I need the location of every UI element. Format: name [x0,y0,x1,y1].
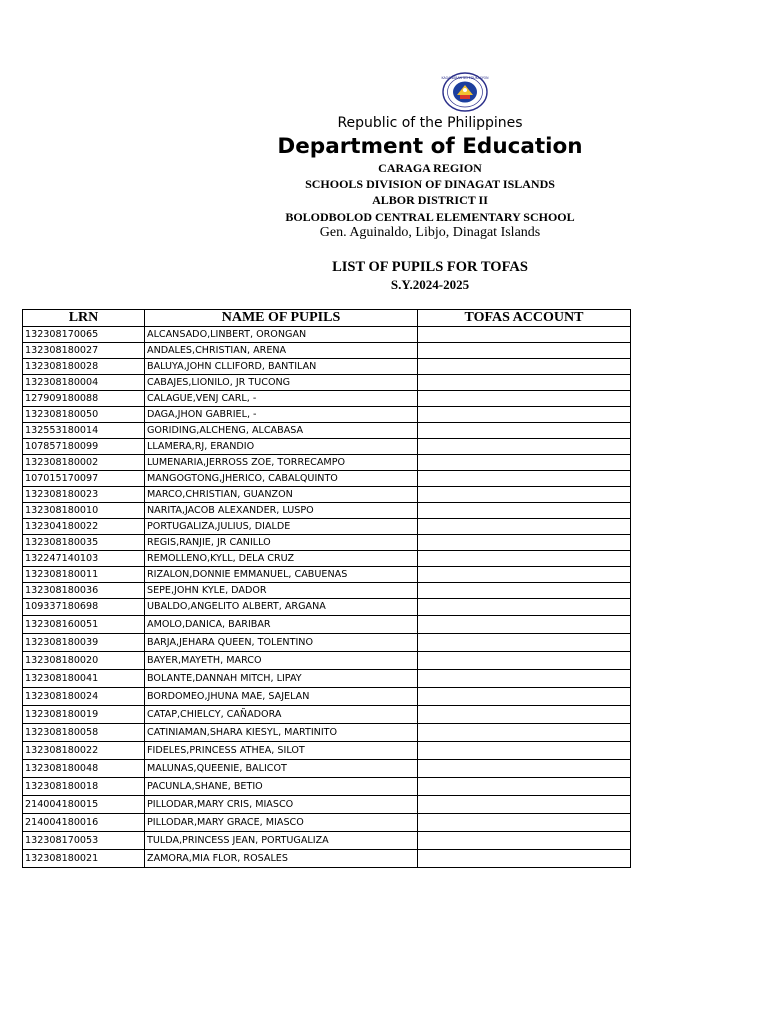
table-row [23,391,631,407]
name-cell: SEPE,JOHN KYLE, DADOR [145,583,418,599]
name-cell: ALCANSADO,LINBERT, ORONGAN [145,327,418,343]
lrn-cell: 132308180021 [23,850,145,868]
table-row [23,327,631,343]
tofas-account-cell [418,583,631,599]
lrn-cell: 132308180002 [23,455,145,471]
name-cell: ZAMORA,MIA FLOR, ROSALES [145,850,418,868]
tofas-account-cell [418,670,631,688]
name-cell: RIZALON,DONNIE EMMANUEL, CABUENAS [145,567,418,583]
tofas-account-cell [418,616,631,634]
department-title: Department of Education [277,134,583,159]
table-row [23,652,631,670]
name-cell: DAGA,JHON GABRIEL, - [145,407,418,423]
table-row [23,519,631,535]
name-cell: BORDOMEO,JHUNA MAE, SAJELAN [145,688,418,706]
table-row [23,455,631,471]
name-cell: GORIDING,ALCHENG, ALCABASA [145,423,418,439]
table-row [23,706,631,724]
name-cell: CABAJES,LIONILO, JR TUCONG [145,375,418,391]
lrn-cell: 214004180016 [23,814,145,832]
tofas-account-cell [418,455,631,471]
name-cell: FIDELES,PRINCESS ATHEA, SILOT [145,742,418,760]
lrn-cell: 132308180019 [23,706,145,724]
lrn-cell: 132553180014 [23,423,145,439]
tofas-account-cell [418,471,631,487]
table-row [23,616,631,634]
region-line: CARAGA REGION [378,161,482,175]
name-cell: ANDALES,CHRISTIAN, ARENA [145,343,418,359]
deped-seal-logo [439,72,491,112]
tofas-account-cell [418,503,631,519]
table-row [23,760,631,778]
school-year: S.Y.2024-2025 [390,277,470,292]
table-row [23,375,631,391]
table-row [23,724,631,742]
lrn-cell: 132308180050 [23,407,145,423]
lrn-cell: 132308170053 [23,832,145,850]
lrn-cell: 132308180020 [23,652,145,670]
name-cell: REGIS,RANJIE, JR CANILLO [145,535,418,551]
lrn-cell: 132308180024 [23,688,145,706]
lrn-cell: 132308180022 [23,742,145,760]
tofas-account-cell [418,634,631,652]
tofas-account-cell [418,327,631,343]
lrn-cell: 107857180099 [23,439,145,455]
lrn-cell: 132308180011 [23,567,145,583]
column-header-name: NAME OF PUPILS [145,310,418,327]
lrn-cell: 132308180023 [23,487,145,503]
tofas-account-cell [418,706,631,724]
name-cell: LUMENARIA,JERROSS ZOE, TORRECAMPO [145,455,418,471]
name-cell: PILLODAR,MARY GRACE, MIASCO [145,814,418,832]
tofas-account-cell [418,832,631,850]
lrn-cell: 132308180010 [23,503,145,519]
table-row [23,503,631,519]
table-row [23,778,631,796]
name-cell: NARITA,JACOB ALEXANDER, LUSPO [145,503,418,519]
tofas-account-cell [418,760,631,778]
lrn-cell: 132308180041 [23,670,145,688]
tofas-account-cell [418,375,631,391]
lrn-cell: 214004180015 [23,796,145,814]
lrn-cell: 132308180048 [23,760,145,778]
tofas-account-cell [418,487,631,503]
table-row [23,850,631,868]
table-row [23,407,631,423]
name-cell: PORTUGALIZA,JULIUS, DIALDE [145,519,418,535]
name-cell: TULDA,PRINCESS JEAN, PORTUGALIZA [145,832,418,850]
name-cell: MALUNAS,QUEENIE, BALICOT [145,760,418,778]
tofas-account-cell [418,814,631,832]
lrn-cell: 109337180698 [23,599,145,616]
table-row [23,670,631,688]
name-cell: PACUNLA,SHANE, BETIO [145,778,418,796]
column-header-tofas: TOFAS ACCOUNT [418,310,631,327]
school-name: BOLODBOLOD CENTRAL ELEMENTARY SCHOOL [285,210,575,224]
name-cell: LLAMERA,RJ, ERANDIO [145,439,418,455]
name-cell: REMOLLENO,KYLL, DELA CRUZ [145,551,418,567]
table-row [23,742,631,760]
table-row [23,599,631,616]
table-header-row [23,310,631,327]
table-row [23,796,631,814]
name-cell: BAYER,MAYETH, MARCO [145,652,418,670]
seal-text: KAGAWARAN NG EDUKASYON [441,76,489,80]
lrn-cell: 132308180028 [23,359,145,375]
table-row [23,471,631,487]
table-row [23,359,631,375]
division-line: SCHOOLS DIVISION OF DINAGAT ISLANDS [305,177,555,191]
name-cell: UBALDO,ANGELITO ALBERT, ARGANA [145,599,418,616]
tofas-account-cell [418,652,631,670]
lrn-cell: 132247140103 [23,551,145,567]
republic-line: Republic of the Philippines [337,115,523,131]
table-row [23,551,631,567]
tofas-account-cell [418,359,631,375]
list-title: LIST OF PUPILS FOR TOFAS [332,259,528,275]
name-cell: CATINIAMAN,SHARA KIESYL, MARTINITO [145,724,418,742]
lrn-cell: 132308170065 [23,327,145,343]
tofas-account-cell [418,519,631,535]
lrn-cell: 127909180088 [23,391,145,407]
table-row [23,567,631,583]
tofas-account-cell [418,407,631,423]
table-row [23,535,631,551]
tofas-account-cell [418,439,631,455]
name-cell: BARJA,JEHARA QUEEN, TOLENTINO [145,634,418,652]
tofas-account-cell [418,343,631,359]
tofas-account-cell [418,796,631,814]
name-cell: CALAGUE,VENJ CARL, - [145,391,418,407]
lrn-cell: 132308180004 [23,375,145,391]
lrn-cell: 132308180039 [23,634,145,652]
lrn-cell: 132308180027 [23,343,145,359]
lrn-cell: 132308180018 [23,778,145,796]
column-header-lrn: LRN [23,310,145,327]
lrn-cell: 132308160051 [23,616,145,634]
name-cell: CATAP,CHIELCY, CAÑADORA [145,706,418,724]
lrn-cell: 132308180035 [23,535,145,551]
table-row [23,583,631,599]
name-cell: BALUYA,JOHN CLLIFORD, BANTILAN [145,359,418,375]
tofas-account-cell [418,535,631,551]
name-cell: MANGOGTONG,JHERICO, CABALQUINTO [145,471,418,487]
tofas-account-cell [418,551,631,567]
tofas-account-cell [418,391,631,407]
table-row [23,487,631,503]
lrn-cell: 132308180036 [23,583,145,599]
tofas-account-cell [418,423,631,439]
table-row [23,634,631,652]
tofas-account-cell [418,688,631,706]
table-row [23,343,631,359]
tofas-account-cell [418,742,631,760]
lrn-cell: 107015170097 [23,471,145,487]
name-cell: BOLANTE,DANNAH MITCH, LIPAY [145,670,418,688]
pupil-table [22,309,631,868]
name-cell: MARCO,CHRISTIAN, GUANZON [145,487,418,503]
tofas-account-cell [418,778,631,796]
lrn-cell: 132308180058 [23,724,145,742]
name-cell: PILLODAR,MARY CRIS, MIASCO [145,796,418,814]
tofas-account-cell [418,599,631,616]
table-row [23,814,631,832]
tofas-account-cell [418,850,631,868]
district-line: ALBOR DISTRICT II [372,193,488,207]
school-address: Gen. Aguinaldo, Libjo, Dinagat Islands [319,225,541,240]
table-row [23,832,631,850]
name-cell: AMOLO,DANICA, BARIBAR [145,616,418,634]
table-row [23,439,631,455]
table-row [23,423,631,439]
tofas-account-cell [418,724,631,742]
lrn-cell: 132304180022 [23,519,145,535]
tofas-account-cell [418,567,631,583]
table-row [23,688,631,706]
